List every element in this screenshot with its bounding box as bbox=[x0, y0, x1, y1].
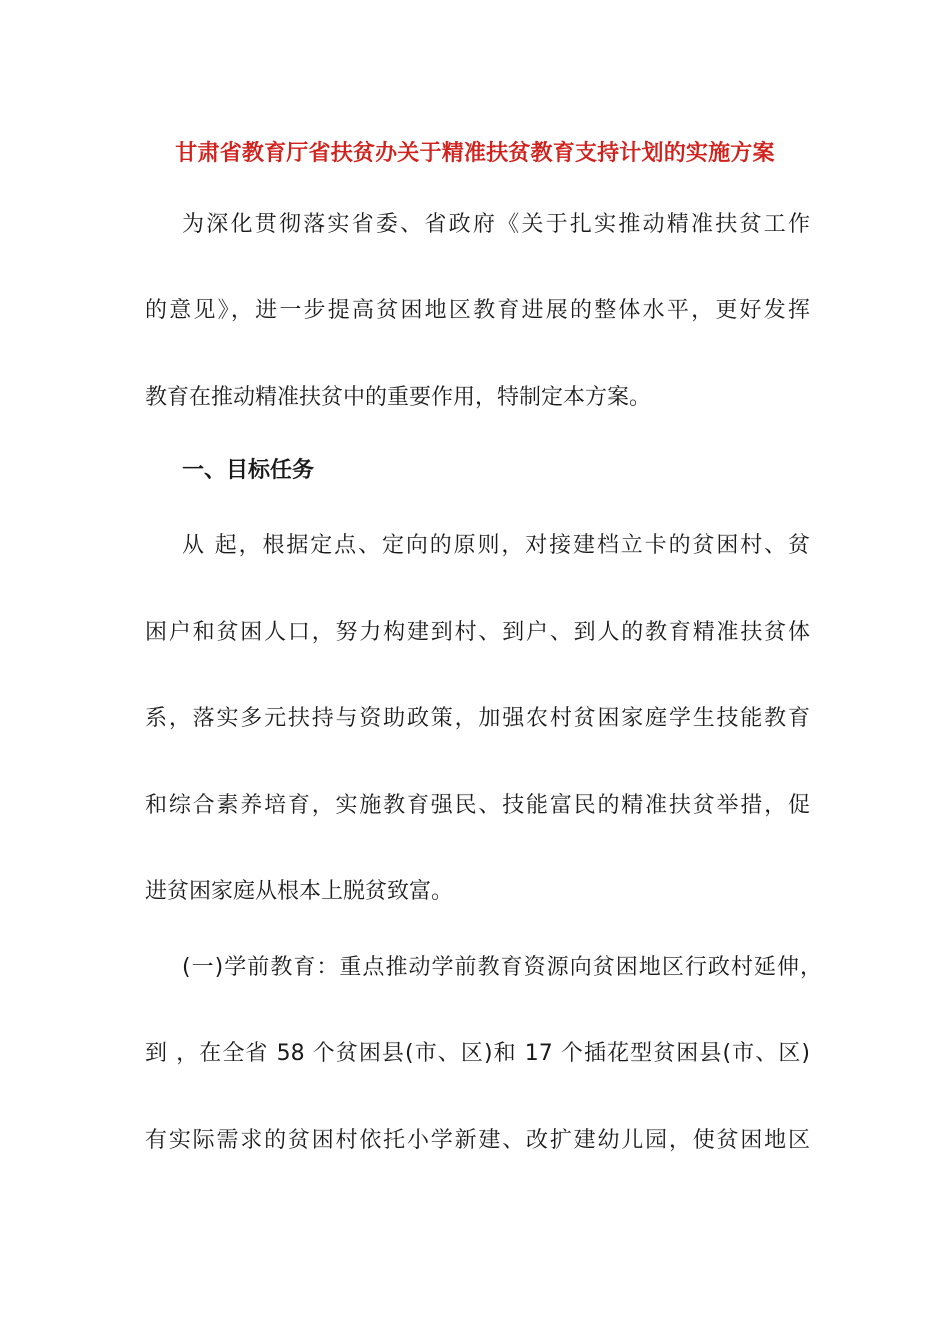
goal-line-3: 系，落实多元扶持与资助政策，加强农村贫困家庭学生技能教育 bbox=[145, 706, 810, 731]
goal-line-4: 和综合素养培育，实施教育强民、技能富民的精准扶贫举措，促 bbox=[145, 793, 810, 818]
intro-line-1: 为深化贯彻落实省委、省政府《关于扎实推动精准扶贫工作 bbox=[182, 212, 810, 237]
section-heading: 一、目标任务 bbox=[182, 458, 315, 483]
goal-line-2: 困户和贫困人口，努力构建到村、到户、到人的教育精准扶贫体 bbox=[145, 620, 810, 645]
goal-line-5: 进贫困家庭从根本上脱贫致富。 bbox=[145, 879, 454, 904]
preschool-line-1: (一)学前教育：重点推动学前教育资源向贫困地区行政村延伸， bbox=[182, 955, 822, 980]
preschool-line-2: 到 ，在全省 58 个贫困县(市、区)和 17 个插花型贫困县(市、区) bbox=[145, 1041, 810, 1066]
document-title: 甘肃省教育厅省扶贫办关于精准扶贫教育支持计划的实施方案 bbox=[175, 141, 775, 166]
preschool-line-3: 有实际需求的贫困村依托小学新建、改扩建幼儿园，使贫困地区 bbox=[145, 1128, 810, 1153]
goal-line-1: 从 起，根据定点、定向的原则，对接建档立卡的贫困村、贫 bbox=[182, 533, 810, 558]
intro-line-2: 的意见》，进一步提高贫困地区教育进展的整体水平，更好发挥 bbox=[145, 298, 810, 323]
intro-line-3: 教育在推动精准扶贫中的重要作用，特制定本方案。 bbox=[145, 385, 652, 410]
